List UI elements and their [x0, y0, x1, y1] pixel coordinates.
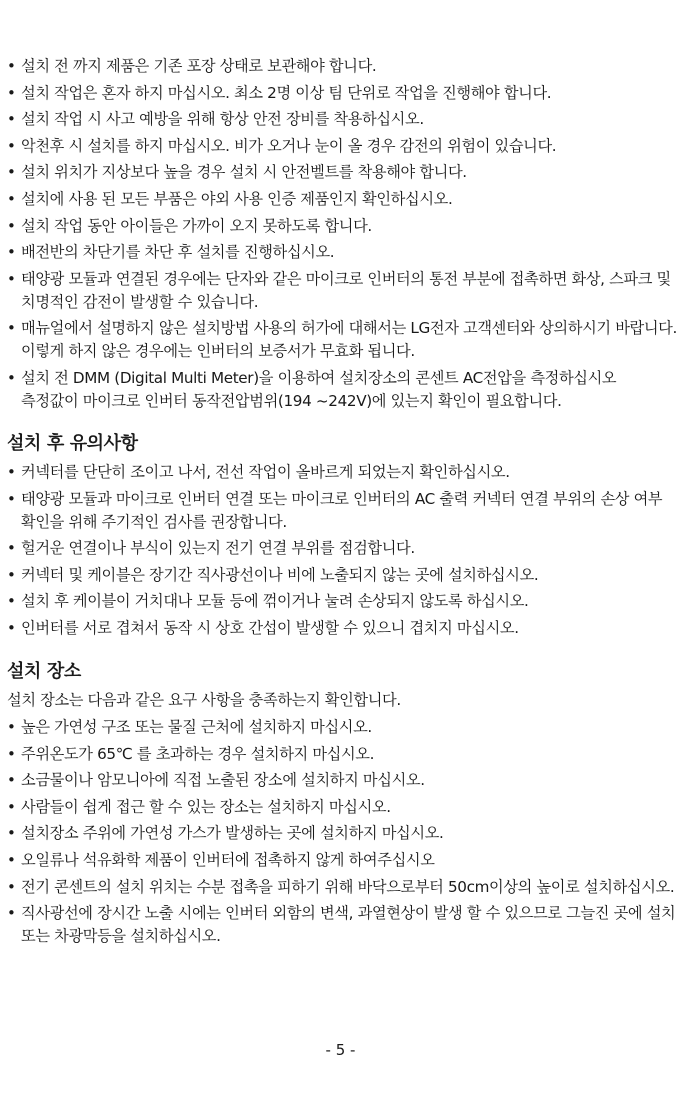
bullet-icon: • [7, 83, 16, 102]
list-item: • 헐거운 연결이나 부식이 있는지 전기 연결 부위를 점검합니다. [7, 537, 677, 560]
list-item: • 설치장소 주위에 가연성 가스가 발생하는 곳에 설치하지 마십시오. [7, 822, 677, 845]
bullet-icon: • [7, 824, 16, 843]
bullet-icon: • [7, 618, 16, 637]
list-item: • 주위온도가 65℃ 를 초과하는 경우 설치하지 마십시오. [7, 743, 677, 766]
list-item: • 높은 가연성 구조 또는 물질 근처에 설치하지 마십시오. [7, 716, 677, 739]
bullet-icon: • [7, 463, 16, 481]
location-list [7, 716, 677, 952]
list-item: • 설치 전 DMM (Digital Multi Meter)을 이용하여 설치장소의 콘센트 AC전압을 측정하십시오 측정값이 마이크로 인버터 동작전압범위(194 ~242V)에 있는지 확인이 필요합니다. [7, 368, 617, 410]
list-item: • 설치 작업 시 사고 예방을 위해 항상 안전 장비를 착용하십시오. [7, 108, 677, 131]
list-item: • 배전반의 차단기를 차단 후 설치를 진행하십시오. [7, 241, 677, 264]
bullet-icon: • [7, 319, 16, 338]
precaution-list [7, 55, 677, 417]
list-item: • 오일류나 석유화학 제품이 인버터에 접촉하지 않게 하여주십시오 [7, 849, 677, 872]
list-item: • 커넥터를 단단히 조이고 나서, 전선 작업이 올바르게 되었는지 확인하십시오. [7, 461, 677, 484]
bullet-icon: • [7, 216, 16, 235]
bullet-icon: • [7, 718, 16, 736]
list-item: • 태양광 모듈과 마이크로 인버터 연결 또는 마이크로 인버터의 AC 출력 커넥터 연결 부위의 손상 여부 확인을 위해 주기적인 검사를 권장합니다. [7, 489, 663, 531]
list-item: • 직사광선에 장시간 노출 시에는 인버터 외함의 변색, 과열현상이 발생 할 수 있으므로 그늘진 곳에 설치 또는 차광막등을 설치하십시오. [7, 904, 676, 946]
section-heading-location: 설치 장소 [7, 661, 81, 682]
bullet-icon: • [7, 592, 16, 611]
bullet-icon: • [7, 797, 16, 816]
list-item: • 매뉴얼에서 설명하지 않은 설치방법 사용의 허가에 대해서는 LG전자 고객센터와 상의하시기 바랍니다. 이렇게 하지 않은 경우에는 인버터의 보증서가 무효화 됩니다. [7, 319, 677, 361]
bullet-icon: • [7, 57, 16, 75]
list-item: • 설치 위치가 지상보다 높을 경우 설치 시 안전벨트를 착용해야 합니다. [7, 161, 677, 184]
bullet-icon: • [7, 904, 16, 923]
list-item: • 설치 작업 동안 아이들은 가까이 오지 못하도록 합니다. [7, 215, 677, 238]
list-item: • 설치 후 케이블이 거치대나 모듈 등에 꺾이거나 눌려 손상되지 않도록 하십시오. [7, 590, 677, 613]
list-item: • 소금물이나 암모니아에 직접 노출된 장소에 설치하지 마십시오. [7, 769, 677, 792]
bullet-icon: • [7, 189, 16, 208]
bullet-icon: • [7, 489, 16, 508]
list-item: • 태양광 모듈과 연결된 경우에는 단자와 같은 마이크로 인버터의 통전 부분에 접촉하면 화상, 스파크 및 치명적인 감전이 발생할 수 있습니다. [7, 269, 671, 311]
bullet-icon: • [7, 110, 16, 129]
list-item: • 인버터를 서로 겹쳐서 동작 시 상호 간섭이 발생할 수 있으니 겹치지 마십시오. [7, 617, 677, 640]
bullet-icon: • [7, 269, 16, 288]
bullet-icon: • [7, 877, 16, 896]
bullet-icon: • [7, 163, 16, 182]
list-item: • 전기 콘센트의 설치 위치는 수분 접촉을 피하기 위해 바닥으로부터 50cm이상의 높이로 설치하십시오. [7, 876, 677, 899]
page-number: - 5 - [325, 1041, 356, 1059]
bullet-icon: • [7, 136, 16, 155]
list-item: • 사람들이 쉽게 접근 할 수 있는 장소는 설치하지 마십시오. [7, 796, 677, 819]
bullet-icon: • [7, 565, 16, 584]
bullet-icon: • [7, 368, 16, 387]
bullet-icon: • [7, 771, 16, 790]
location-intro: 설치 장소는 다음과 같은 요구 사항을 충족하는지 확인합니다. [7, 691, 401, 709]
list-item: • 설치 전 까지 제품은 기존 포장 상태로 보관해야 합니다. [7, 55, 677, 78]
list-item: • 커넥터 및 케이블은 장기간 직사광선이나 비에 노출되지 않는 곳에 설치하십시오. [7, 564, 677, 587]
list-item: • 악천후 시 설치를 하지 마십시오. 비가 오거나 눈이 올 경우 감전의 위험이 있습니다. [7, 135, 677, 158]
bullet-icon: • [7, 539, 16, 558]
section-heading-after-install: 설치 후 유의사항 [7, 433, 138, 454]
list-item: • 설치에 사용 된 모든 부품은 야외 사용 인증 제품인지 확인하십시오. [7, 188, 677, 211]
bullet-icon: • [7, 243, 16, 262]
bullet-icon: • [7, 850, 16, 869]
after-install-list [7, 461, 677, 644]
bullet-icon: • [7, 744, 16, 763]
list-item: • 설치 작업은 혼자 하지 마십시오. 최소 2명 이상 팀 단위로 작업을 진행해야 합니다. [7, 82, 677, 105]
